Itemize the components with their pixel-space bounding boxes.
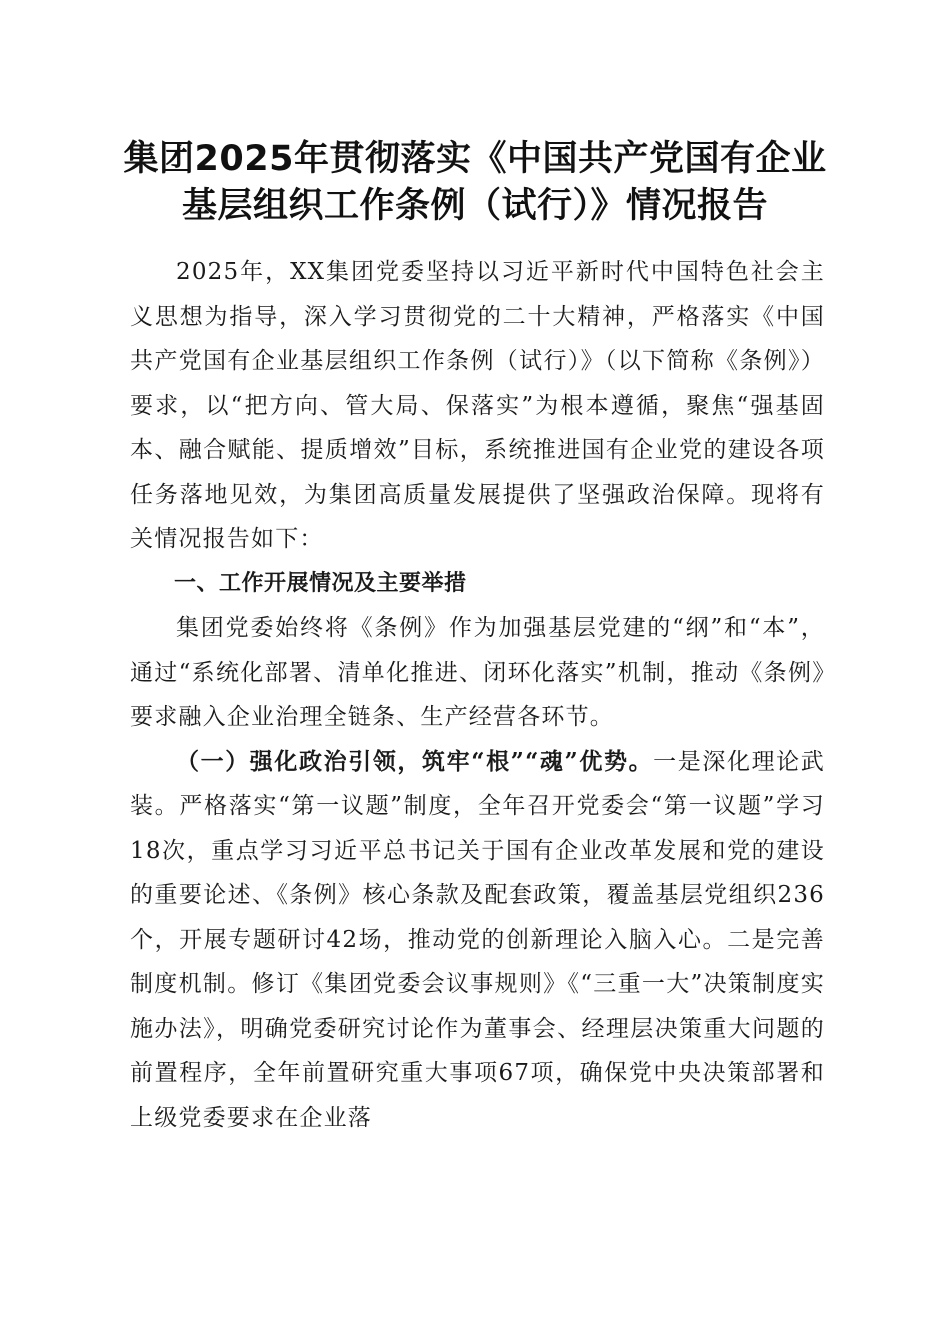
subsection-1-paragraph (130, 740, 825, 1141)
title-line-2: 基层组织工作条例（试行）》情况报告 (181, 186, 768, 226)
intro-paragraph: 2025年，XX集团党委坚持以习近平新时代中国特色社会主义思想为指导，深入学习贯彻党的二十大精神，严格落实《中国共产党国有企业基层组织工作条例（试行）》（以下简称《条例》）要求，以“把方向、管大局、保落实”为根本遵循，聚焦“强基固本、融合赋能、提质增效”目标，系统推进国有企业党的建设各项任务落地见效，为集团高质量发展提供了坚强政治保障。现将有关情况报告如下： (130, 259, 825, 552)
subsection-1-body: 一是深化理论武装。严格落实“第一议题”制度，全年召开党委会“第一议题”学习18次，重点学习习近平总书记关于国有企业改革发展和党的建设的重要论述、《条例》核心条款及配套政策，覆盖基层党组织236个，开展专题研讨42场，推动党的创新理论入脑入心。二是完善制度机制。修订《集团党委会议事规则》《“三重一大”决策制度实施办法》，明确党委研究讨论作为董事会、经理层决策重大问题的前置程序，全年前置研究重大事项67项，确保党中央决策部署和上级党委要求在企业落 (130, 748, 825, 1131)
subsection-1-title: （一）强化政治引领，筑牢“根”“魂”优势。 (176, 747, 654, 775)
section-1-paragraph: 集团党委始终将《条例》作为加强基层党建的“纲”和“本”，通过“系统化部署、清单化推进、闭环化落实”机制，推动《条例》要求融入企业治理全链条、生产经营各环节。 (130, 615, 825, 730)
section-1-heading: 一、工作开展情况及主要举措 (174, 570, 467, 596)
title-line-1: 集团2025年贯彻落实《中国共产党国有企业 (123, 139, 827, 179)
document-title (100, 136, 850, 230)
document-body (130, 250, 825, 1140)
